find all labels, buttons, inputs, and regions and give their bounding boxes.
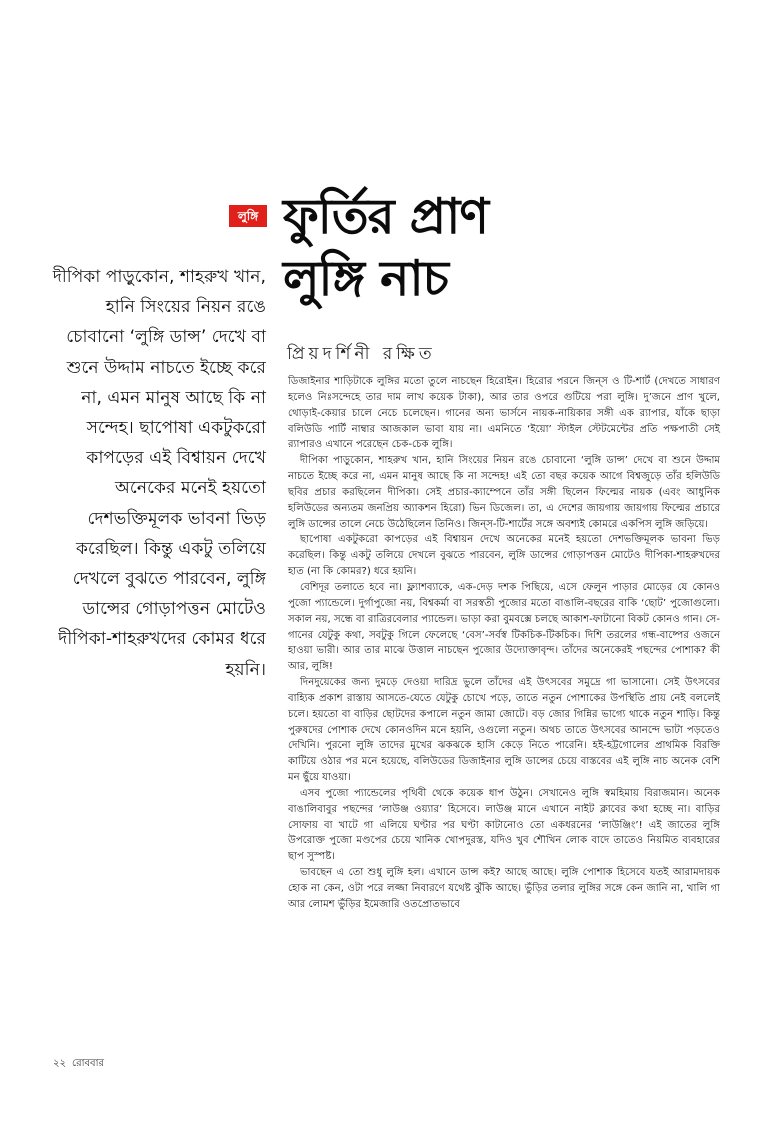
paragraph: এসব পুজো প্যান্ডেলের পৃথিবী থেকে কয়েক ধাপ উঠুন। সেখানেও লুঙ্গি স্বমহিমায় বিরাজমান। অনেক বাঙালিবাবুর পছন্দের ‘লাউঞ্জ ওয়্যার’ হিসেবে। লাউঞ্জ মানে এখানে নাইট ক্লাবের কথা হচ্ছে না। বাড়ির সোফায় বা খাটে গা এলিয়ে ঘণ্টার পর ঘণ্টা কাটানোও তো একধরনের ‘লাউঞ্জিং’! এই জাতের লুঙ্গি উপরোক্ত পুজো মণ্ডপের চেয়ে খানিক খোপদুরস্ত, যদিও খুব শৌখিন লোক বাদে তাতেও নিয়মিত ব্যবহারের ছাপ সুস্পষ্ট। [288, 787, 720, 863]
headline-line-1: ফুর্তির প্রাণ [283, 188, 489, 245]
paragraph: বেশিদূর তলাতে হবে না। ফ্ল্যাশব্যাকে, এক-দেড় দশক পিছিয়ে, এসে ফেলুন পাড়ার মোড়ের যে কোনও পুজো প্যান্ডেলে। দুর্গাপুজো নয়, বিশ্বকর্মা বা সরস্বতী পুজোর মতো বাঙালি-বছরের বাকি ‘ছোট’ পুজোগুলো। সকাল নয়, সন্ধে বা রাত্রিরবেলার প্যান্ডেল। ভাড়া করা বুমবক্সে চলছে আকাশ-ফাটানো বিকট কোনও গান। সে-গানের যেটুকু কথা, সবটুকু গিলে ফেলেছে ‘বেস’-সর্বস্ব টিকচিক-টিকচিক। দিশি তরলের গন্ধ-বাষ্পের ওজনে হাওয়া ভারী। আর তার মাঝে উত্তাল নাচছেন পুজোর উদ্যোক্তাবৃন্দ। তাঁদের অনেকেরই পছন্দের পোশাক? কী আর, লুঙ্গি! [288, 581, 720, 673]
paragraph: ডিজাইনার শাড়িটাকে লুঙ্গির মতো তুলে নাচছেন হিরোইন। হিরোর পরনে জিন্‌স ও টি-শার্ট (দেখতে সাধারণ হলেও নিঃসন্দেহে তার দাম লাখ কয়েক টাকা), আর তার ওপরে গুটিয়ে পরা লুঙ্গি। দু’জনে প্রাণ খুলে, থোড়াই-কেয়ার চালে নেচে চলেছেন। গানের অন্য ভার্সনে নায়ক-নায়িকার সঙ্গী এক র‍্যাপার, যাঁকে ছাড়া বলিউডি পার্টি নাম্বার আজকাল ভাবা যায় না। এমনিতে ‘ইয়ো’ স্টাইল স্টেটমেন্টের প্রতি পক্ষপাতী সেই র‍্যাপারও এখানে পরেছেন চেক-চেক লুঙ্গি। [288, 376, 720, 451]
article-body [288, 374, 720, 913]
paragraph: ভাবছেন এ তো শুধু লুঙ্গি হল। এখানে ডান্স কই? আছে আছে। লুঙ্গি পোশাক হিসেবে যতই আরামদায়ক হোক না কেন, ওটা পরে লজ্জা নিবারণে যথেষ্ট ঝুঁকি আছে। ভুঁড়ির তলার লুঙ্গির সঙ্গে কেন জানি না, খালি গা আর লোমশ ভুঁড়ির ইমেজারি ওতপ্রোতভাবে [288, 867, 720, 910]
headline-line-2: লুঙ্গি নাচ [283, 250, 448, 307]
paragraph: ছাপোষা একটুকরো কাপড়ের এই বিশ্বায়ন দেখে অনেকের মনেই হয়তো দেশভক্তিমূলক ভাবনা ভিড় করেছিল। কিন্তু একটু তলিয়ে দেখলে বুঝতে পারবেন, লুঙ্গি ডান্সের গোড়াপত্তন মোটেও দীপিকা-শাহরুখদের হাত (না কি কোমর?) ধরে হয়নি। [288, 534, 720, 578]
pull-quote: দীপিকা পাড়ুকোন, শাহরুখ খান, হানি সিংয়ের নিয়ন রঙে চোবানো ‘লুঙ্গি ডান্স’ দেখে বা শুনে উদ্দাম নাচতে ইচ্ছে করে না, এমন মানুষ আছে কি না সন্দেহ। ছাপোষা একটুকরো কাপড়ের এই বিশ্বায়ন দেখে অনেকের মনেই হয়তো দেশভক্তিমূলক ভাবনা ভিড় করেছিল। কিন্তু একটু তলিয়ে দেখলে বুঝতে পারবেন, লুঙ্গি ডান্সের গোড়াপত্তন মোটেও দীপিকা-শাহরুখদের কোমর ধরে হয়নি। [52, 267, 266, 680]
headline [283, 186, 583, 310]
byline: প্রিয়দর্শিনী রক্ষিত [287, 344, 436, 364]
section-tag: লুঙ্গি [229, 205, 267, 227]
paragraph: দীপিকা পাড়ুকোন, শাহরুখ খান, হানি সিংয়ের নিয়ন রঙে চোবানো ‘লুঙ্গি ডান্স’ দেখে বা শুনে উদ্দাম নাচতে ইচ্ছে করে না, এমন মানুষ আছে কি না সন্দেহ! এই তো বছর কয়েক আগে বিশ্বজুড়ে তাঁর হলিউডি ছবির প্রচার করছিলেন দীপিকা। সেই প্রচার-ক্যাম্পেনে তাঁর সঙ্গী ছিলেন ফিল্মের নায়ক (এবং আধুনিক হলিউডের অন্যতম জনপ্রিয় অ্যাকশন হিরো) ভিন ডিজেল। তা, এ দেশের জায়গায় জায়গায় ফিল্মের প্রচারে লুঙ্গি ডান্সের তালে নেচে উঠেছিলেন তিনিও। জিন্‌স-টি-শার্টের সঙ্গে অবশ্যই কোমরে একপিস লুঙ্গি জড়িয়ে। [288, 455, 720, 530]
page-number: ২২ [53, 1058, 67, 1069]
page-footer [53, 1056, 110, 1073]
magazine-name: রোববার [72, 1058, 105, 1069]
paragraph: দিনদুয়েকের জন্য দুমড়ে দেওয়া দারিদ্র ভুলে তাঁদের এই উৎসবের সমুদ্রে গা ভাসানো। সেই উৎসবের বাহ্যিক প্রকাশ রাস্তায় আসতে-যেতে যেটুকু চোখে পড়ে, তাতে নতুন পোশাকের উপস্থিতি প্রায় নেই বললেই চলে। হয়তো বা বাড়ির ছোটদের কপালে নতুন জামা জোটে। বড় জোর গিন্নির ভাগ্যে থাকে নতুন শাড়ি। কিন্তু পুরুষদের পোশাক দেখে কোনওদিন মনে হয়নি, ওগুলো নতুন। অথচ তাতে উৎসবের আনন্দে ভাটা পড়তেও দেখিনি। পুরনো লুঙ্গি তাদের মুখের ঝকঝকে হাসি কেড়ে নিতে পারেনি। হই-হট্টগোলের প্রাথমিক বিরক্তি কাটিয়ে ওঠার পর মনে হয়েছে, বলিউডের ডিজাইনার লুঙ্গি ডান্সের চেয়ে বাস্তবের এই লুঙ্গি নাচ অনেক বেশি মন ছুঁয়ে যাওয়া। [288, 677, 720, 784]
